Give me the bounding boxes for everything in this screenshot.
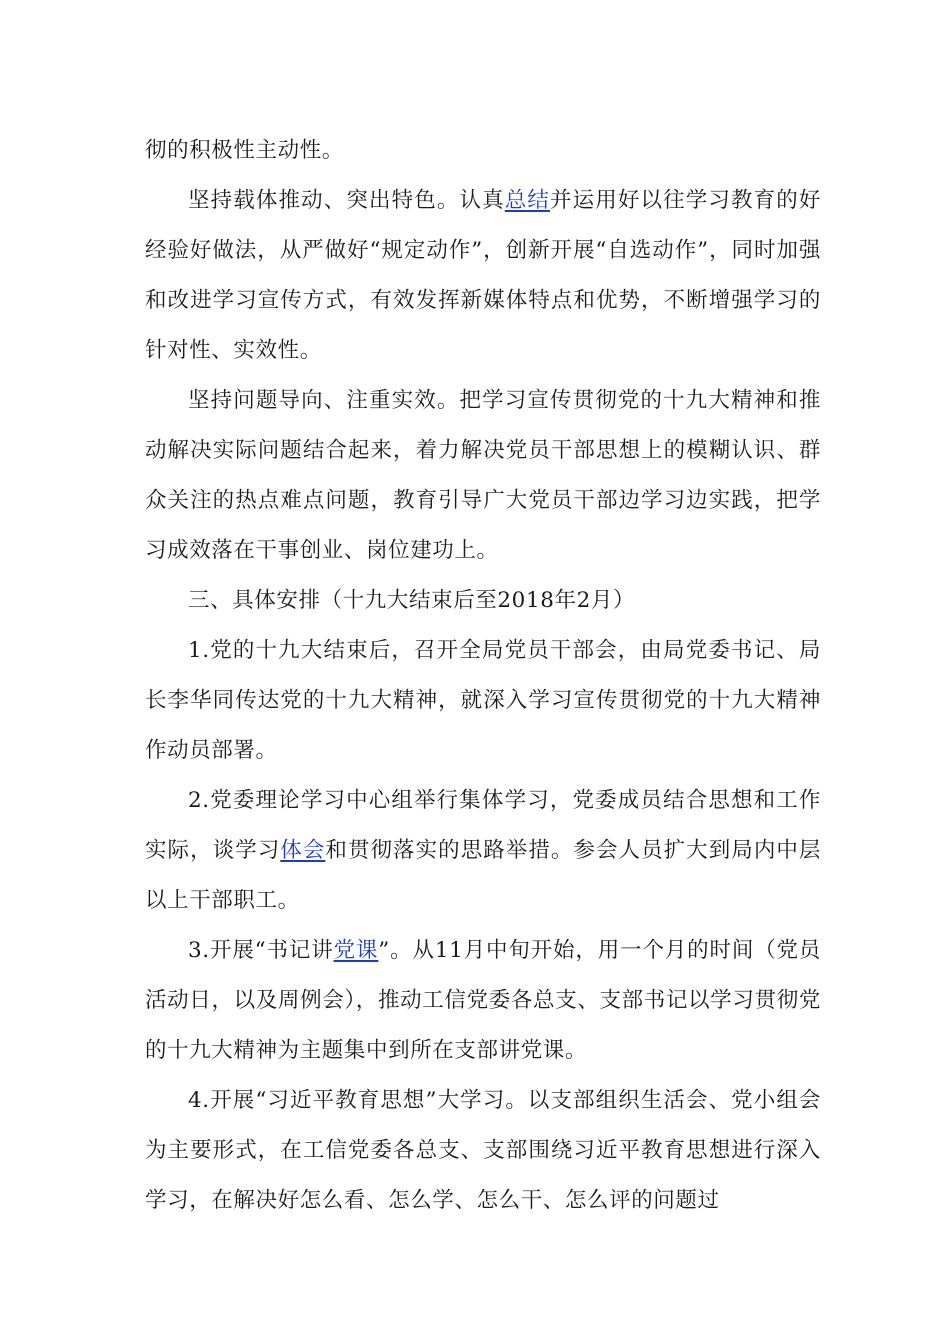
paragraph <box>145 176 821 376</box>
text-run: 彻的积极性主动性。 <box>145 138 344 163</box>
text-run: 三、具体安排（十九大结束后至2018年2月） <box>188 588 636 613</box>
link-summary[interactable]: 总结 <box>504 188 551 213</box>
text-run: 和贯彻落实的思路举措。参会人员扩大到局内中层以上干部职工。 <box>145 838 822 913</box>
document-body <box>145 126 821 1226</box>
text-run: 并运用好以往学习教育的好经验好做法，从严做好“规定动作”，创新开展“自选动作”，同时加强和改进学习宣传方式，有效发挥新媒体特点和优势，不断增强学习的针对性、实效性。 <box>145 188 822 363</box>
text-run: 坚持问题导向、注重实效。把学习宣传贯彻党的十九大精神和推动解决实际问题结合起来，着力解决党员干部思想上的模糊认识、群众关注的热点难点问题，教育引导广大党员干部边学习边实践，把学习成效落在干事创业、岗位建功上。 <box>145 388 821 563</box>
paragraph <box>145 376 821 576</box>
paragraph <box>145 126 821 176</box>
list-item <box>145 926 821 1076</box>
text-run: 坚持载体推动、突出特色。认真 <box>188 188 505 213</box>
list-item <box>145 626 821 776</box>
text-run: 2.党委理论学习中心组举行集体学习，党委成员结合思想和工作实际，谈学习 <box>145 788 821 863</box>
text-run: 4.开展“习近平教育思想”大学习。以支部组织生活会、党小组会为主要形式，在工信党委各总支、支部围绕习近平教育思想进行深入学习，在解决好怎么看、怎么学、怎么干、怎么评的问题过 <box>145 1088 821 1213</box>
link-party-lecture[interactable]: 党课 <box>333 938 379 963</box>
link-experience[interactable]: 体会 <box>280 838 326 863</box>
list-item <box>145 1076 821 1226</box>
text-run: 1.党的十九大结束后，召开全局党员干部会，由局党委书记、局长李华同传达党的十九大精神，就深入学习宣传贯彻党的十九大精神作动员部署。 <box>145 638 821 763</box>
text-run: 3.开展“书记讲 <box>188 938 334 963</box>
list-item <box>145 776 821 926</box>
text-run: ”。从11月中旬开始，用一个月的时间（党员活动日，以及周例会），推动工信党委各总支、支部书记以学习贯彻党的十九大精神为主题集中到所在支部讲党课。 <box>145 938 822 1063</box>
section-heading <box>145 576 821 626</box>
